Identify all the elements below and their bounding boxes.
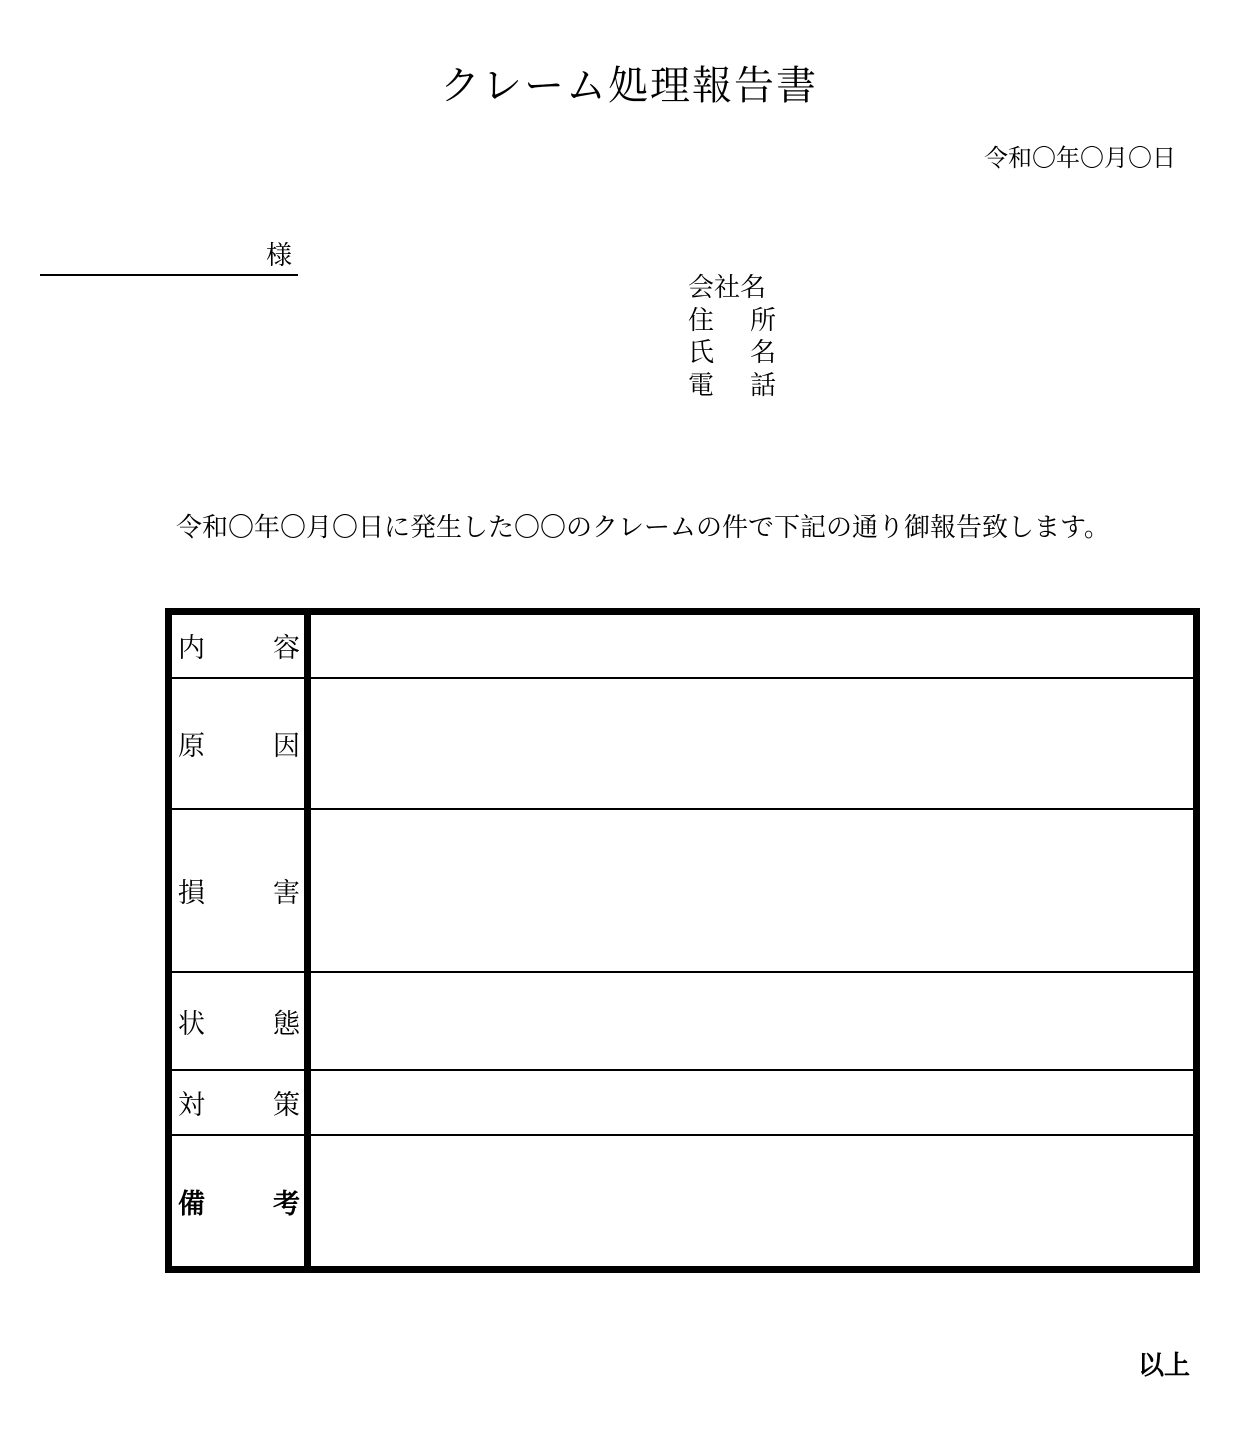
document-title: クレーム処理報告書 [440, 63, 818, 109]
table-row [169, 1070, 1197, 1135]
row-label-countermeasure: 対 策 [169, 1070, 308, 1135]
intro-text: 令和〇年〇月〇日に発生した〇〇のクレームの件で下記の通り御報告致します。 [176, 513, 1110, 543]
recipient-field[interactable] [40, 238, 298, 276]
row-value-remarks[interactable] [308, 1135, 1197, 1269]
row-label-remarks: 備 考 [169, 1135, 308, 1269]
sender-name-label: 氏 名 [688, 338, 776, 368]
sender-block [688, 272, 776, 402]
sender-address-label: 住 所 [688, 305, 776, 336]
document-date: 令和〇年〇月〇日 [984, 144, 1176, 172]
row-value-countermeasure[interactable] [308, 1070, 1197, 1135]
row-value-content[interactable] [308, 612, 1197, 678]
table-row [169, 972, 1197, 1070]
row-label-cause: 原 因 [169, 678, 308, 809]
sender-company-label [688, 272, 776, 305]
row-value-cause[interactable] [308, 678, 1197, 809]
recipient-suffix: 様 [265, 241, 292, 271]
row-value-status[interactable] [308, 972, 1197, 1070]
sender-company-label-text: 会社名 [688, 273, 767, 303]
row-label-damage: 損 害 [169, 809, 308, 972]
table-row [169, 1135, 1197, 1269]
closing-text: 以上 [1137, 1351, 1190, 1381]
row-value-damage[interactable] [308, 809, 1197, 972]
table-row [169, 809, 1197, 972]
report-table [165, 608, 1200, 1273]
row-label-status: 状 態 [169, 972, 308, 1070]
table-row [169, 678, 1197, 809]
sender-phone-label: 電 話 [688, 370, 776, 401]
table-row [169, 612, 1197, 678]
row-label-content: 内 容 [169, 612, 308, 678]
